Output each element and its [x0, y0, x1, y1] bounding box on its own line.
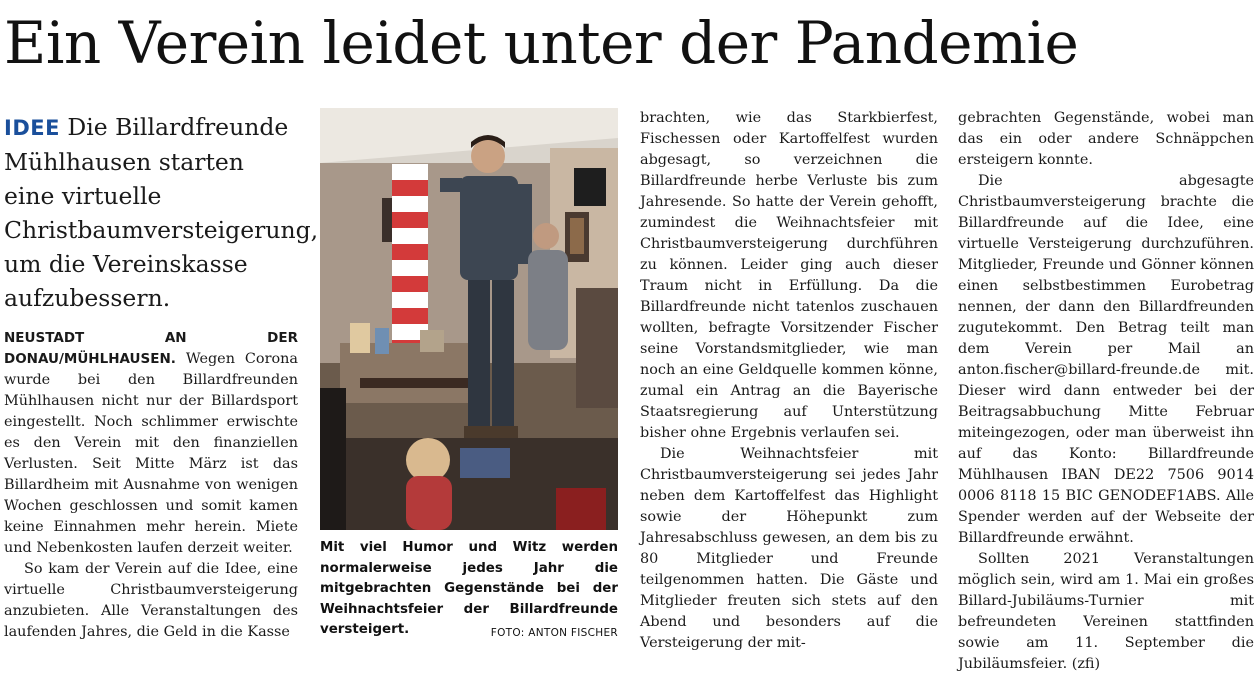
photo-illustration: [320, 108, 618, 530]
column-1-paragraph-2: So kam der Verein auf die Idee, eine virtuelle Christbaumversteigerung anzubieten. Alle Veranstaltungen des laufenden Jahres, die Geld in die Kasse: [4, 561, 298, 640]
article-teaser: [4, 110, 319, 315]
article-column-4: [958, 108, 1254, 675]
teaser-kicker: IDEE: [4, 116, 60, 140]
column-3-paragraph-2: Die Weihnachtsfeier mit Christbaumversteigerung sei jedes Jahr neben dem Kartoffelfest das Highlight sowie der Höhepunkt zum Jahresabschluss gewesen, an dem bis zu 80 Mitglieder und Freunde teilgenommen hatten. Die Gäste und Mitglieder freuten sich stets auf den Abend und besonders auf die Versteigerung der mit-: [640, 446, 938, 651]
teaser-text: Die Billardfreunde Mühlhausen starten eine virtuelle Christbaumversteigerung, um die Vereinskasse aufzubessern.: [4, 113, 319, 312]
article-headline: Ein Verein leidet unter der Pandemie: [4, 9, 1079, 77]
column-1-paragraph-1: [4, 328, 298, 559]
column-3-paragraph-1: brachten, wie das Starkbierfest, Fischessen oder Kartoffelfest wurden abgesagt, so verzeichnen die Billardfreunde herbe Verluste bis zum Jahresende. So hatte der Verein gehofft, zumindest die Weihnachtsfeier mit Christbaumversteigerung durchführen zu können. Leider ging auch dieser Traum nicht in Erfüllung. Da die Billardfreunde nicht tatenlos zuschauen wollten, befragte Vorsitzender Fischer seine Vorstandsmitglieder, wie man noch an eine Geldquelle kommen könne, zumal ein Antrag an die Bayerische Staatsregierung auf Unterstützung bisher ohne Ergebnis verlaufen sei.: [640, 110, 938, 441]
article-column-1: [4, 328, 298, 643]
dateline: NEUSTADT AN DER DONAU/MÜHLHAUSEN.: [4, 330, 298, 367]
column-4-paragraph-1: gebrachten Gegenstände, wobei man das ein oder andere Schnäppchen ersteigern konnte.: [958, 110, 1254, 168]
photo-caption: [320, 538, 618, 644]
column-1-text-1: Wegen Corona wurde bei den Billardfreunden Mühlhausen nicht nur der Billardsport eingestellt. Noch schlimmer erwischte es den Verein mit den finanziellen Verlusten. Seit Mitte März ist das Billardheim mit Ausnahme von wenigen Wochen geschlossen und somit kamen keine Einnahmen mehr herein. Miete und Nebenkosten laufen derzeit weiter.: [4, 351, 298, 556]
photo-credit: FOTO: ANTON FISCHER: [490, 627, 618, 640]
article-column-3: [640, 108, 938, 654]
column-4-paragraph-3: Sollten 2021 Veranstaltungen möglich sein, wird am 1. Mai ein großes Billard-Jubiläums-Turnier mit befreundeten Vereinen stattfinden sowie am 11. September die Jubiläumsfeier. (zfi): [958, 551, 1254, 672]
article-photo: [320, 108, 618, 530]
column-4-paragraph-2: Die abgesagte Christbaumversteigerung brachte die Billardfreunde auf die Idee, eine virtuelle Versteigerung durchzuführen. Mitglieder, Freunde und Gönner können einen selbstbestimmen Eurobetrag nennen, der dann den Billardfreunden zugutekommt. Den Betrag teilt man dem Verein per Mail an anton.fischer@billard-freunde.de mit. Dieser wird dann entweder bei der Beitragsabbuchung Mitte Februar miteingezogen, oder man überweist ihn auf das Konto: Billardfreunde Mühlhausen IBAN DE22 7506 9014 0006 8118 15 BIC GENODEF1ABS. Alle Spender werden auf der Webseite der Billardfreunde erwähnt.: [958, 173, 1254, 546]
caption-text: Mit viel Humor und Witz werden normalerweise jedes Jahr die mitgebrachten Gegenstände bei der Weihnachtsfeier der Billardfreunde versteigert.: [320, 540, 618, 638]
